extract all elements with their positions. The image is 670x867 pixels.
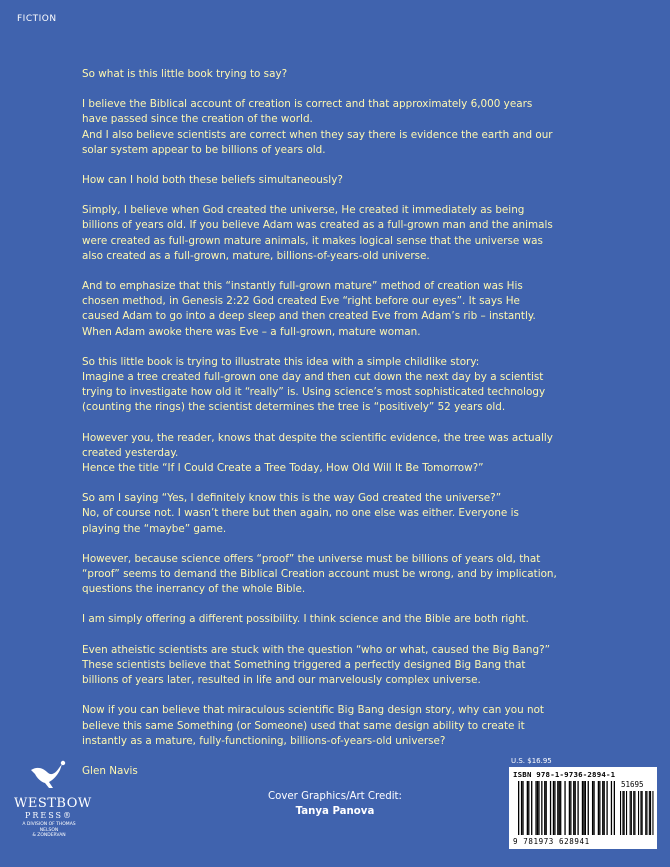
paragraph: [82, 491, 642, 537]
text-line: So am I saying “Yes, I definitely know this is the way God created the universe?”: [82, 492, 502, 505]
text-line: were created as full-grown mature animals, it makes logical sense that the universe was: [82, 234, 543, 247]
text-line: instantly as a mature, fully-functioning, billions-of-years-old universe?: [82, 734, 446, 747]
text-line: Even atheistic scientists are stuck with the question “who or what, caused the Big Bang?”: [82, 643, 550, 656]
text-line: However you, the reader, knows that despite the scientific evidence, the tree was actually: [82, 431, 553, 444]
paragraph: [82, 203, 642, 264]
barcode-box: [509, 767, 657, 849]
text-line: have passed since the creation of the world.: [82, 113, 313, 126]
paragraph: [82, 643, 642, 689]
paragraph: [82, 703, 642, 749]
text-line: I believe the Biblical account of creation is correct and that approximately 6,000 years: [82, 98, 533, 111]
text-line: So what is this little book trying to say?: [82, 68, 288, 80]
text-line: I am simply offering a different possibility. I think science and the Bible are both right.: [82, 613, 529, 626]
text-line: “proof” seems to demand the Biblical Creation account must be wrong, and by implication,: [82, 568, 557, 581]
paragraph: [82, 279, 642, 340]
text-line: billions of years later, resulted in life and our marvelously complex universe.: [82, 674, 481, 687]
cover-credit: [232, 789, 438, 819]
paragraph: [82, 355, 642, 416]
text-line: solar system appear to be billions of years old.: [82, 143, 326, 156]
text-line: also created as a full-grown, mature, billions-of-years-old universe.: [82, 249, 430, 262]
reaching-figure-icon: [29, 760, 69, 790]
text-line: Simply, I believe when God created the universe, He created it immediately as being: [82, 204, 525, 217]
text-line: created yesterday.: [82, 446, 179, 459]
text-line: And I also believe scientists are correct when they say there is evidence the earth and our: [82, 128, 553, 141]
text-line: So this little book is trying to illustrate this idea with a simple childlike story:: [82, 355, 480, 368]
publisher-division: [14, 822, 84, 839]
text-line: These scientists believe that Something triggered a perfectly designed Big Bang that: [82, 658, 526, 671]
text-line: (counting the rings) the scientist determines the tree is “positively” 52 years old.: [82, 401, 506, 414]
paragraph: [82, 552, 642, 598]
text-line: And to emphasize that this “instantly full-grown mature” method of creation was His: [82, 280, 523, 293]
text-line: Imagine a tree created full-grown one day and then cut down the next day by a scientist: [82, 371, 544, 384]
text-line: Now if you can believe that miraculous scientific Big Bang design story, why can you not: [82, 704, 545, 717]
paragraph: [82, 173, 642, 188]
credit-name: Tanya Panova: [295, 806, 375, 817]
credit-label: Cover Graphics/Art Credit:: [268, 791, 402, 802]
division-line-2: & ZONDERVAN: [32, 833, 66, 838]
publisher-logo: [14, 760, 92, 850]
ean-barcode: [512, 781, 654, 839]
genre-label: FICTION: [17, 14, 57, 24]
text-line: questions the inerrancy of the whole Bible.: [82, 583, 306, 596]
isbn-text: ISBN 978-1-9736-2894-1: [513, 770, 616, 779]
text-line: trying to investigate how old it “really” is. Using science’s most sophisticated technology: [82, 386, 546, 399]
paragraph: [82, 67, 642, 82]
addon-digits: 51695: [621, 780, 644, 789]
barcode-digits: 9 781973 628941: [513, 837, 590, 846]
text-line: Glen Navis: [82, 764, 138, 777]
publisher-wordmark: WESTBOW: [14, 796, 92, 811]
paragraph: [82, 431, 642, 477]
text-line: caused Adam to go into a deep sleep and then created Eve from Adam’s rib – instantly.: [82, 310, 536, 323]
division-line-1: A DIVISION OF THOMAS NELSON: [22, 822, 76, 833]
text-line: Hence the title “If I Could Create a Tree Today, How Old Will It Be Tomorrow?”: [82, 462, 484, 475]
publisher-press: PRESS®: [24, 811, 74, 820]
text-line: billions of years old. If you believe Adam was created as a full-grown man and the animals: [82, 219, 553, 232]
paragraph: [82, 97, 642, 158]
text-line: playing the “maybe” game.: [82, 522, 227, 535]
price-label: U.S. $16.95: [511, 757, 552, 765]
text-line: However, because science offers “proof” the universe must be billions of years old, that: [82, 552, 541, 565]
back-cover-text: [82, 67, 642, 794]
text-line: believe this same Something (or Someone) used that same design ability to create it: [82, 719, 525, 732]
text-line: chosen method, in Genesis 2:22 God created Eve “right before our eyes”. It says He: [82, 295, 520, 308]
text-line: How can I hold both these beliefs simultaneously?: [82, 174, 343, 187]
text-line: When Adam awoke there was Eve – a full-grown, mature woman.: [82, 325, 421, 338]
text-line: No, of course not. I wasn’t there but then again, no one else was either. Everyone is: [82, 507, 519, 520]
paragraph: [82, 612, 642, 627]
